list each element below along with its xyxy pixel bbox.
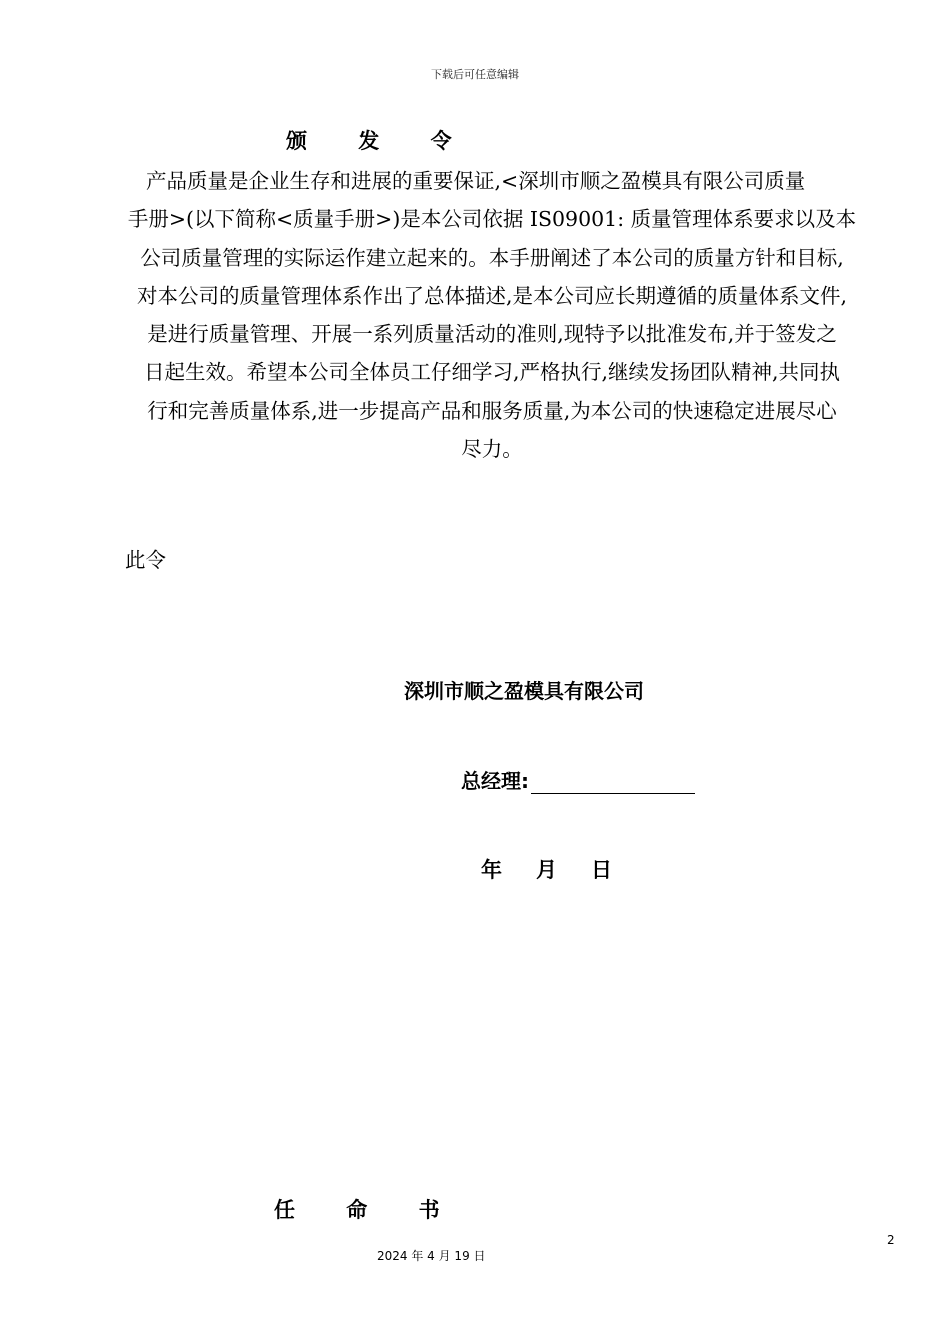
body-line: 公司质量管理的实际运作建立起来的。本手册阐述了本公司的质量方针和目标, bbox=[140, 245, 844, 270]
decree-body bbox=[92, 162, 892, 468]
closing-text: 此令 bbox=[125, 548, 166, 572]
body-line: 尽力。 bbox=[461, 437, 523, 462]
header-note: 下载后可任意编辑 bbox=[431, 68, 519, 81]
decree-title: 颁 发 令 bbox=[286, 128, 474, 153]
signature-line bbox=[531, 769, 695, 794]
general-manager-signature bbox=[461, 765, 695, 794]
body-line: 对本公司的质量管理体系作出了总体描述,是本公司应长期遵循的质量体系文件, bbox=[136, 283, 848, 308]
date-year-label: 年 bbox=[481, 858, 502, 882]
date-month-label: 月 bbox=[536, 858, 557, 882]
general-manager-label: 总经理: bbox=[461, 769, 529, 793]
company-name: 深圳市顺之盈模具有限公司 bbox=[404, 679, 644, 703]
body-line: 手册>(以下简称<质量手册>)是本公司依据 IS09001: 质量管理体系要求以及本 bbox=[127, 207, 857, 232]
appointment-title: 任 命 书 bbox=[274, 1197, 462, 1222]
body-line: 日起生效。希望本公司全体员工仔细学习,严格执行,继续发扬团队精神,共同执 bbox=[143, 360, 841, 385]
footer-date: 2024 年 4 月 19 日 bbox=[377, 1249, 486, 1263]
body-line: 是进行质量管理、开展一系列质量活动的准则,现特予以批准发布,并于签发之 bbox=[147, 322, 837, 347]
signature-date bbox=[481, 854, 612, 884]
body-line: 行和完善质量体系,进一步提高产品和服务质量,为本公司的快速稳定进展尽心 bbox=[147, 398, 837, 423]
date-day-label: 日 bbox=[591, 858, 612, 882]
body-line: 产品质量是企业生存和进展的重要保证,<深圳市顺之盈模具有限公司质量 bbox=[146, 169, 806, 193]
page-number: 2 bbox=[887, 1233, 895, 1247]
